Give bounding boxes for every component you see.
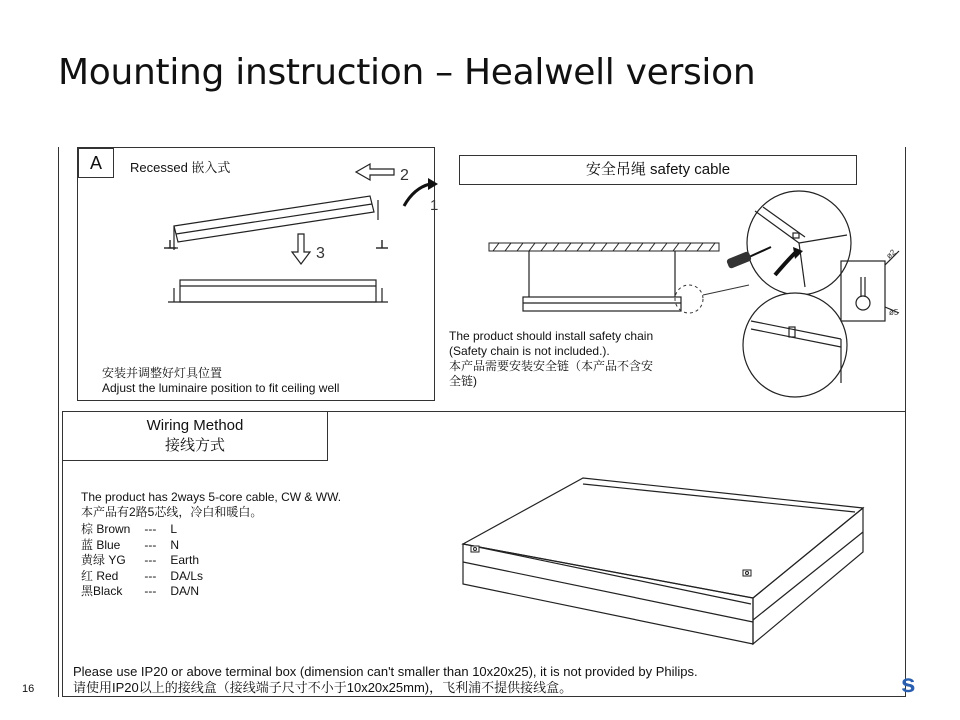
ceiling-anchors — [164, 240, 388, 248]
recessed-label: Recessed 嵌入式 — [130, 160, 231, 175]
recessed-panel — [77, 147, 439, 401]
safety-cable-panel — [449, 147, 903, 405]
wiring-heading-cn: 接线方式 — [164, 437, 225, 454]
arrow-left-icon — [356, 164, 394, 180]
safety-heading: 安全吊绳 safety cable — [459, 155, 857, 185]
installed-luminaire — [168, 280, 388, 302]
wire-terminal: DA/N — [170, 584, 200, 598]
wiring-intro-en: The product has 2ways 5-core cable, CW & WW. — [81, 490, 342, 504]
wire-color: 棕 Brown — [81, 522, 131, 536]
page-title: Mounting instruction – Healwell version — [58, 52, 756, 93]
safety-note-cn-2: 全链) — [449, 374, 477, 388]
wire-color: 黄绿 YG — [81, 553, 126, 567]
page-number: 16 — [22, 683, 35, 695]
hanging-luminaire — [523, 251, 681, 311]
wire-separator: --- — [144, 522, 157, 536]
wire-terminal: N — [170, 537, 180, 552]
wiring-heading-en: Wiring Method — [146, 417, 244, 434]
brand-logo-fragment: s — [901, 668, 916, 698]
panel-badge: A — [78, 148, 114, 178]
panel-luminaire-diagram — [63, 412, 905, 696]
wire-color: 黑Black — [81, 584, 123, 598]
step-1-label: 1 — [430, 197, 439, 214]
wiring-footer-cn: 请使用IP20以上的接线盒（接线端子尺寸不小于10x20x25mm)，飞利浦不提供接线盒。 — [73, 680, 573, 695]
recessed-caption-cn: 安装并调整好灯具位置 — [102, 366, 223, 380]
dimension-label-2: ø5 — [889, 308, 899, 317]
safety-note-en-2: (Safety chain is not included.). — [449, 344, 610, 358]
wire-separator: --- — [144, 553, 157, 567]
wire-separator: --- — [144, 568, 157, 583]
dimension-label-1: ø2 — [884, 247, 898, 261]
arrow-down-icon — [292, 234, 310, 264]
wire-separator: --- — [144, 584, 157, 598]
safety-note-en-1: The product should install safety chain — [449, 329, 654, 343]
recessed-diagram — [78, 148, 439, 400]
wire-separator: --- — [144, 537, 157, 552]
step-2-label: 2 — [400, 167, 409, 184]
instruction-sheet — [58, 147, 906, 697]
wire-color: 红 Red — [81, 568, 119, 583]
wiring-intro-cn: 本产品有2路5芯线，冷白和暖白。 — [81, 505, 263, 519]
detail-circle-bottom — [743, 293, 847, 397]
recessed-caption-en: Adjust the luminaire position to fit ceiling well — [102, 381, 340, 395]
tilted-luminaire — [168, 196, 378, 250]
ceiling-hatch — [489, 243, 719, 251]
wire-terminal: DA/Ls — [170, 568, 204, 583]
step-3-label: 3 — [316, 245, 325, 262]
wiring-panel — [62, 411, 906, 697]
wire-color: 蓝 Blue — [81, 537, 121, 552]
wire-terminal: Earth — [170, 553, 200, 567]
wiring-footer-en: Please use IP20 or above terminal box (dimension can't smaller than 10x20x25), it is not provided by Philips. — [73, 664, 698, 679]
detail-circle-top — [747, 191, 851, 295]
detail-marker — [675, 285, 703, 313]
safety-note-cn-1: 本产品需要安装安全链（本产品不含安 — [449, 359, 654, 373]
wire-terminal: L — [170, 522, 178, 536]
